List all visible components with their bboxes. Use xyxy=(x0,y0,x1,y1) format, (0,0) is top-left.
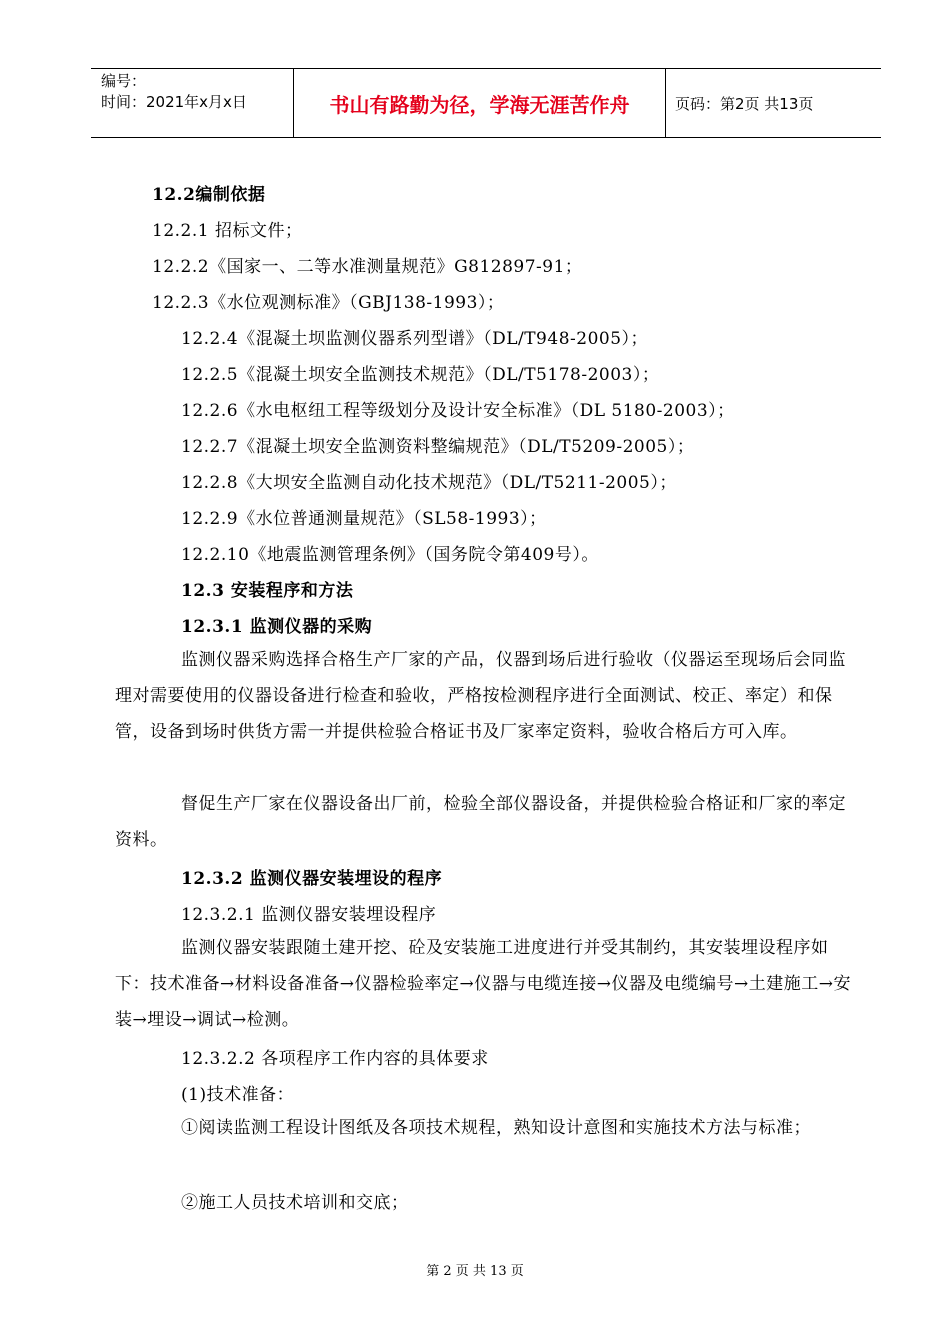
list-item: 12.2.10《地震监测管理条例》（国务院令第409号）。 xyxy=(181,545,599,565)
subsection-heading: 12.3.2 监测仪器安装埋设的程序 xyxy=(181,869,443,889)
list-item: (1)技术准备： xyxy=(181,1085,295,1105)
time-label: 时间：2021年x月x日 xyxy=(101,93,247,111)
list-item: 12.2.8《大坝安全监测自动化技术规范》（DL/T5211-2005）； xyxy=(181,473,677,493)
list-item: 12.2.2《国家一、二等水准测量规范》G812897-91； xyxy=(152,257,583,277)
header-meta xyxy=(101,71,291,113)
paragraph-text: 督促生产厂家在仪器设备出厂前，检验全部仪器设备，并提供检验合格证和厂家的率定资料。 xyxy=(115,794,846,850)
subsection-heading: 12.3.1 监测仪器的采购 xyxy=(181,617,373,637)
paragraph xyxy=(115,1110,860,1146)
serial-label: 编号： xyxy=(101,72,147,90)
header-motto: 书山有路勤为径，学海无涯苦作舟 xyxy=(329,92,630,117)
list-item: 12.2.4《混凝土坝监测仪器系列型谱》（DL/T948-2005）； xyxy=(181,329,649,349)
paragraph xyxy=(115,642,860,750)
paragraph-text: 监测仪器采购选择合格生产厂家的产品，仪器到场后进行验收（仪器运至现场后会同监理对需要使用的仪器设备进行检查和验收，严格按检测程序进行全面测试、校正、率定）和保管，设备到场时供货方需一并提供检验合格证书及厂家率定资料，验收合格后方可入库。 xyxy=(115,650,846,742)
subsection-heading: 12.3.2.1 监测仪器安装埋设程序 xyxy=(181,905,437,925)
header-divider xyxy=(665,69,666,137)
list-item: 12.2.1 招标文件； xyxy=(152,221,303,241)
list-item: 12.2.9《水位普通测量规范》（SL58-1993）； xyxy=(181,509,547,529)
section-heading: 12.3 安装程序和方法 xyxy=(181,581,354,601)
page-footer: 第 2 页 共 13 页 xyxy=(426,1264,524,1279)
list-item: 12.2.3《水位观测标准》（GBJ138-1993）； xyxy=(152,293,505,313)
paragraph-text: 监测仪器安装跟随土建开挖、砼及安装施工进度进行并受其制约，其安装埋设程序如下：技术准备→材料设备准备→仪器检验率定→仪器与电缆连接→仪器及电缆编号→土建施工→安装→埋设→调试→检测。 xyxy=(115,938,851,1030)
page-header xyxy=(91,68,881,138)
paragraph xyxy=(115,930,860,1038)
paragraph xyxy=(115,786,860,858)
subsection-heading: 12.3.2.2 各项程序工作内容的具体要求 xyxy=(181,1049,489,1069)
list-item: 12.2.7《混凝土坝安全监测资料整编规范》（DL/T5209-2005）； xyxy=(181,437,695,457)
list-item: 12.2.6《水电枢纽工程等级划分及设计安全标准》（DL 5180-2003）； xyxy=(181,401,735,421)
list-item: 12.2.5《混凝土坝安全监测技术规范》（DL/T5178-2003）； xyxy=(181,365,660,385)
section-heading: 12.2编制依据 xyxy=(152,185,266,205)
list-item: ②施工人员技术培训和交底； xyxy=(181,1193,409,1213)
header-page-info: 页码：第2页 共13页 xyxy=(675,94,814,113)
paragraph-text: ①阅读监测工程设计图纸及各项技术规程，熟知设计意图和实施技术方法与标准； xyxy=(181,1118,811,1138)
